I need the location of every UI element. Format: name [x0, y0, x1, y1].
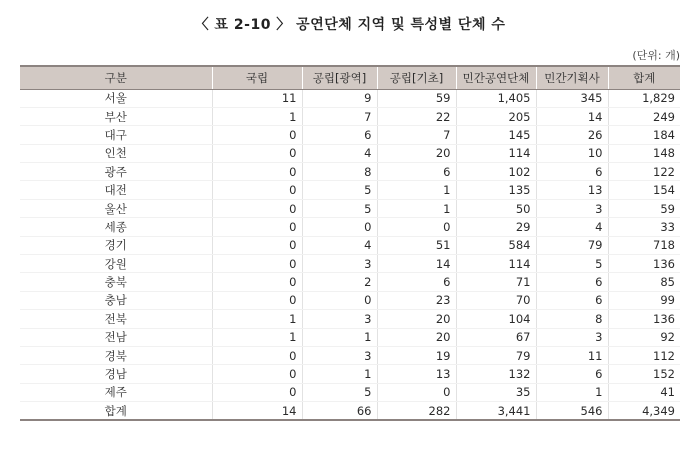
value-cell: 6: [377, 163, 456, 181]
region-cell: 인천: [20, 144, 212, 162]
total-value-cell: 282: [377, 402, 456, 420]
table-row: [20, 107, 680, 125]
value-cell: 23: [377, 291, 456, 309]
region-cell: 광주: [20, 163, 212, 181]
value-cell: 35: [456, 383, 536, 401]
region-cell: 세종: [20, 218, 212, 236]
value-cell: 29: [456, 218, 536, 236]
value-cell: 718: [608, 236, 680, 254]
value-cell: 0: [212, 291, 302, 309]
value-cell: 79: [456, 346, 536, 364]
table-row: [20, 255, 680, 273]
value-cell: 0: [212, 181, 302, 199]
region-cell: 충남: [20, 291, 212, 309]
value-cell: 205: [456, 107, 536, 125]
region-cell: 전남: [20, 328, 212, 346]
value-cell: 4: [302, 236, 377, 254]
value-cell: 148: [608, 144, 680, 162]
table-row: [20, 89, 680, 107]
value-cell: 79: [536, 236, 608, 254]
value-cell: 1: [212, 328, 302, 346]
region-cell: 전북: [20, 310, 212, 328]
value-cell: 1: [377, 199, 456, 217]
region-cell: 서울: [20, 89, 212, 107]
value-cell: 3: [302, 310, 377, 328]
value-cell: 5: [302, 199, 377, 217]
column-header: 합계: [608, 66, 680, 89]
value-cell: 1: [302, 328, 377, 346]
total-value-cell: 66: [302, 402, 377, 420]
value-cell: 0: [377, 383, 456, 401]
value-cell: 59: [608, 199, 680, 217]
table-body: [20, 89, 680, 420]
value-cell: 1: [302, 365, 377, 383]
column-header: 공립[기초]: [377, 66, 456, 89]
value-cell: 249: [608, 107, 680, 125]
value-cell: 0: [212, 365, 302, 383]
value-cell: 59: [377, 89, 456, 107]
value-cell: 14: [377, 255, 456, 273]
column-header: 구분: [20, 66, 212, 89]
value-cell: 136: [608, 255, 680, 273]
value-cell: 6: [536, 291, 608, 309]
table-header: [20, 66, 680, 89]
region-cell: 대전: [20, 181, 212, 199]
value-cell: 20: [377, 328, 456, 346]
value-cell: 71: [456, 273, 536, 291]
value-cell: 152: [608, 365, 680, 383]
value-cell: 584: [456, 236, 536, 254]
value-cell: 0: [302, 291, 377, 309]
value-cell: 20: [377, 310, 456, 328]
value-cell: 0: [212, 218, 302, 236]
value-cell: 132: [456, 365, 536, 383]
value-cell: 6: [536, 273, 608, 291]
table-row: [20, 181, 680, 199]
value-cell: 8: [302, 163, 377, 181]
table-row: [20, 144, 680, 162]
value-cell: 1: [212, 310, 302, 328]
value-cell: 19: [377, 346, 456, 364]
table-row: [20, 310, 680, 328]
value-cell: 41: [608, 383, 680, 401]
value-cell: 0: [302, 218, 377, 236]
value-cell: 3: [536, 328, 608, 346]
total-row: [20, 402, 680, 420]
value-cell: 7: [302, 107, 377, 125]
table-row: [20, 163, 680, 181]
value-cell: 50: [456, 199, 536, 217]
value-cell: 9: [302, 89, 377, 107]
value-cell: 0: [212, 236, 302, 254]
value-cell: 5: [536, 255, 608, 273]
value-cell: 345: [536, 89, 608, 107]
value-cell: 5: [302, 181, 377, 199]
value-cell: 6: [536, 163, 608, 181]
region-cell: 충북: [20, 273, 212, 291]
total-value-cell: 4,349: [608, 402, 680, 420]
value-cell: 136: [608, 310, 680, 328]
value-cell: 1,829: [608, 89, 680, 107]
value-cell: 92: [608, 328, 680, 346]
value-cell: 1: [377, 181, 456, 199]
region-cell: 대구: [20, 126, 212, 144]
value-cell: 0: [212, 163, 302, 181]
value-cell: 20: [377, 144, 456, 162]
value-cell: 184: [608, 126, 680, 144]
value-cell: 0: [212, 126, 302, 144]
column-header: 민간기획사: [536, 66, 608, 89]
table-row: [20, 273, 680, 291]
value-cell: 114: [456, 144, 536, 162]
value-cell: 11: [536, 346, 608, 364]
data-table: [20, 65, 680, 421]
table-row: [20, 199, 680, 217]
total-value-cell: 14: [212, 402, 302, 420]
value-cell: 13: [536, 181, 608, 199]
value-cell: 67: [456, 328, 536, 346]
value-cell: 102: [456, 163, 536, 181]
value-cell: 1: [536, 383, 608, 401]
column-header: 국립: [212, 66, 302, 89]
value-cell: 0: [377, 218, 456, 236]
column-header: 민간공연단체: [456, 66, 536, 89]
unit-label: (단위: 개): [632, 49, 680, 62]
value-cell: 33: [608, 218, 680, 236]
total-value-cell: 3,441: [456, 402, 536, 420]
value-cell: 0: [212, 346, 302, 364]
value-cell: 112: [608, 346, 680, 364]
value-cell: 51: [377, 236, 456, 254]
value-cell: 10: [536, 144, 608, 162]
value-cell: 13: [377, 365, 456, 383]
region-cell: 경남: [20, 365, 212, 383]
region-cell: 울산: [20, 199, 212, 217]
table-row: [20, 346, 680, 364]
value-cell: 4: [302, 144, 377, 162]
value-cell: 99: [608, 291, 680, 309]
value-cell: 3: [536, 199, 608, 217]
region-cell: 부산: [20, 107, 212, 125]
value-cell: 85: [608, 273, 680, 291]
value-cell: 6: [377, 273, 456, 291]
table-row: [20, 328, 680, 346]
value-cell: 22: [377, 107, 456, 125]
value-cell: 0: [212, 255, 302, 273]
total-value-cell: 546: [536, 402, 608, 420]
value-cell: 3: [302, 346, 377, 364]
value-cell: 11: [212, 89, 302, 107]
value-cell: 8: [536, 310, 608, 328]
region-cell: 경기: [20, 236, 212, 254]
region-cell: 강원: [20, 255, 212, 273]
value-cell: 135: [456, 181, 536, 199]
table-row: [20, 126, 680, 144]
value-cell: 154: [608, 181, 680, 199]
value-cell: 145: [456, 126, 536, 144]
table-title: 〈 표 2-10 〉 공연단체 지역 및 특성별 단체 수: [194, 17, 506, 33]
region-cell: 제주: [20, 383, 212, 401]
value-cell: 3: [302, 255, 377, 273]
table-row: [20, 291, 680, 309]
region-cell: 경북: [20, 346, 212, 364]
value-cell: 6: [536, 365, 608, 383]
value-cell: 1,405: [456, 89, 536, 107]
table-row: [20, 365, 680, 383]
table-row: [20, 236, 680, 254]
value-cell: 7: [377, 126, 456, 144]
value-cell: 0: [212, 199, 302, 217]
total-label: 합계: [20, 402, 212, 420]
value-cell: 0: [212, 144, 302, 162]
value-cell: 70: [456, 291, 536, 309]
value-cell: 26: [536, 126, 608, 144]
table-row: [20, 218, 680, 236]
value-cell: 2: [302, 273, 377, 291]
value-cell: 14: [536, 107, 608, 125]
value-cell: 6: [302, 126, 377, 144]
table-row: [20, 383, 680, 401]
header-row: [20, 66, 680, 89]
value-cell: 104: [456, 310, 536, 328]
value-cell: 5: [302, 383, 377, 401]
column-header: 공립[광역]: [302, 66, 377, 89]
value-cell: 122: [608, 163, 680, 181]
value-cell: 4: [536, 218, 608, 236]
value-cell: 0: [212, 383, 302, 401]
value-cell: 114: [456, 255, 536, 273]
value-cell: 0: [212, 273, 302, 291]
value-cell: 1: [212, 107, 302, 125]
